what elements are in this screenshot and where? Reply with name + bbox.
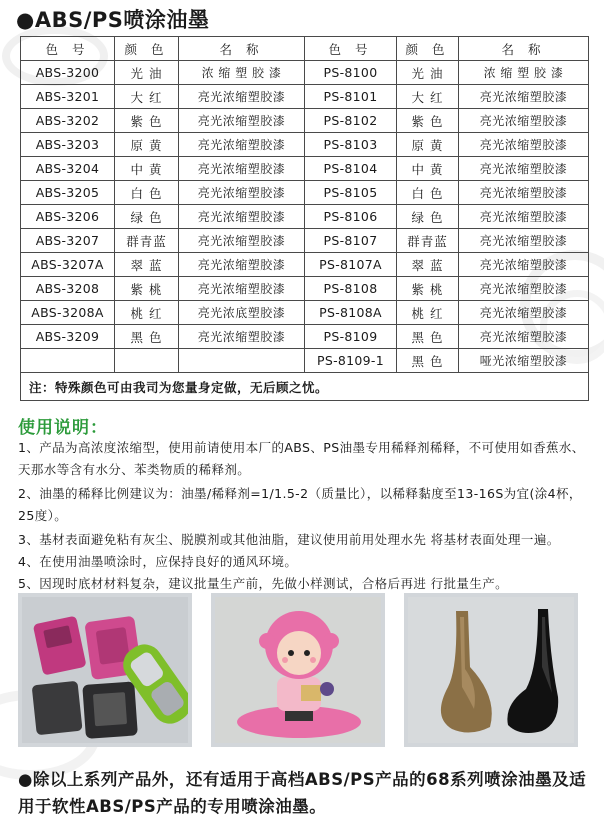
table-row	[21, 205, 589, 229]
code-cell: PS-8109	[305, 325, 397, 349]
name-cell: 亮光浓缩塑胶漆	[459, 133, 589, 157]
code-cell: PS-8102	[305, 109, 397, 133]
color-cell	[115, 349, 179, 373]
name-cell: 亮光浓缩塑胶漆	[179, 85, 305, 109]
table-row	[21, 85, 589, 109]
code-cell: ABS-3208A	[21, 301, 115, 325]
code-cell: PS-8104	[305, 157, 397, 181]
name-cell: 亮光浓缩塑胶漆	[179, 205, 305, 229]
table-row	[21, 133, 589, 157]
name-cell: 亮光浓缩塑胶漆	[179, 181, 305, 205]
table-row	[21, 229, 589, 253]
code-cell: PS-8108A	[305, 301, 397, 325]
color-cell: 光 油	[115, 61, 179, 85]
code-cell: PS-8100	[305, 61, 397, 85]
color-cell: 翠 蓝	[397, 253, 459, 277]
doll-figurine-photo	[211, 593, 385, 747]
code-cell: ABS-3208	[21, 277, 115, 301]
name-cell: 亮光浓缩塑胶漆	[459, 229, 589, 253]
code-cell	[21, 349, 115, 373]
color-cell: 中 黄	[115, 157, 179, 181]
name-cell	[179, 349, 305, 373]
name-cell: 亮光浓缩塑胶漆	[459, 325, 589, 349]
name-cell: 亮光浓缩塑胶漆	[459, 253, 589, 277]
code-cell: PS-8109-1	[305, 349, 397, 373]
name-cell: 亮光浓缩塑胶漆	[179, 157, 305, 181]
code-cell: PS-8107A	[305, 253, 397, 277]
color-cell: 桃 红	[397, 301, 459, 325]
code-cell: PS-8101	[305, 85, 397, 109]
code-cell: ABS-3205	[21, 181, 115, 205]
instruction-item: 4、在使用油墨喷涂时，应保持良好的通风环境。	[18, 554, 298, 569]
color-cell: 白 色	[115, 181, 179, 205]
color-cell: 紫 桃	[115, 277, 179, 301]
code-cell: PS-8103	[305, 133, 397, 157]
color-cell: 绿 色	[115, 205, 179, 229]
name-cell: 亮光浓缩塑胶漆	[459, 277, 589, 301]
color-cell: 光 油	[397, 61, 459, 85]
usage-title: 使用说明：	[18, 418, 108, 438]
code-cell: PS-8107	[305, 229, 397, 253]
bottom-note: ●除以上系列产品外，还有适用于高档ABS/PS产品的68系列喷涂油墨及适用于软性ABS/PS产品的专用喷涂油墨。	[18, 770, 587, 816]
page-title: ●ABS/PS喷涂油墨	[16, 8, 210, 32]
color-cell: 紫 色	[115, 109, 179, 133]
color-cell: 翠 蓝	[115, 253, 179, 277]
color-cell: 原 黄	[115, 133, 179, 157]
header-cell: 颜 色	[115, 37, 179, 61]
product-table	[20, 36, 589, 401]
color-cell: 黑 色	[397, 325, 459, 349]
code-cell: ABS-3202	[21, 109, 115, 133]
code-cell: ABS-3204	[21, 157, 115, 181]
table-row	[21, 277, 589, 301]
table-note-row	[21, 373, 589, 401]
name-cell: 亮光浓缩塑胶漆	[459, 157, 589, 181]
code-cell: ABS-3200	[21, 61, 115, 85]
color-cell: 群青蓝	[115, 229, 179, 253]
color-cell: 桃 红	[115, 301, 179, 325]
name-cell: 亮光浓缩塑胶漆	[459, 109, 589, 133]
code-cell: PS-8108	[305, 277, 397, 301]
code-cell: ABS-3207A	[21, 253, 115, 277]
color-cell: 白 色	[397, 181, 459, 205]
code-cell: ABS-3209	[21, 325, 115, 349]
vases-photo	[404, 593, 578, 747]
color-cell: 紫 桃	[397, 277, 459, 301]
header-cell: 色 号	[21, 37, 115, 61]
instruction-item: 3、基材表面避免粘有灰尘、脱膜剂或其他油脂，建议使用前用处理水先 将基材表面处理一遍。	[18, 532, 560, 547]
name-cell: 亮光浓缩塑胶漆	[179, 253, 305, 277]
table-row	[21, 253, 589, 277]
header-cell: 名 称	[459, 37, 589, 61]
table-row	[21, 349, 589, 373]
instruction-item: 2、油墨的稀释比例建议为：油墨/稀释剂=1/1.5-2（质量比），以稀释黏度至13-16S为宜(涂4杯，25度）。	[18, 486, 582, 523]
table-row	[21, 301, 589, 325]
header-cell: 名 称	[179, 37, 305, 61]
code-cell: ABS-3206	[21, 205, 115, 229]
color-cell: 紫 色	[397, 109, 459, 133]
code-cell: PS-8105	[305, 181, 397, 205]
instruction-item: 1、产品为高浓度浓缩型，使用前请使用本厂的ABS、PS油墨专用稀释剂稀释，不可使用如香蕉水、天那水等含有水分、苯类物质的稀释剂。	[18, 440, 585, 477]
table-row	[21, 61, 589, 85]
table-row	[21, 325, 589, 349]
name-cell: 亮光浓缩塑胶漆	[179, 229, 305, 253]
header-cell: 颜 色	[397, 37, 459, 61]
name-cell: 哑光浓缩塑胶漆	[459, 349, 589, 373]
color-cell: 黑 色	[115, 325, 179, 349]
name-cell: 亮光浓缩塑胶漆	[179, 133, 305, 157]
header-cell: 色 号	[305, 37, 397, 61]
phone-covers-photo	[18, 593, 192, 747]
code-cell: PS-8106	[305, 205, 397, 229]
table-row	[21, 157, 589, 181]
name-cell: 亮光浓缩塑胶漆	[459, 205, 589, 229]
table-header-row	[21, 37, 589, 61]
color-cell: 绿 色	[397, 205, 459, 229]
color-cell: 群青蓝	[397, 229, 459, 253]
color-cell: 黑 色	[397, 349, 459, 373]
code-cell: ABS-3207	[21, 229, 115, 253]
name-cell: 浓 缩 塑 胶 漆	[179, 61, 305, 85]
name-cell: 亮光浓底塑胶漆	[179, 301, 305, 325]
name-cell: 亮光浓缩塑胶漆	[459, 85, 589, 109]
code-cell: ABS-3201	[21, 85, 115, 109]
name-cell: 浓 缩 塑 胶 漆	[459, 61, 589, 85]
table-row	[21, 181, 589, 205]
table-note: 注：特殊颜色可由我司为您量身定做，无后顾之忧。	[21, 373, 589, 401]
name-cell: 亮光浓缩塑胶漆	[179, 277, 305, 301]
name-cell: 亮光浓缩塑胶漆	[179, 109, 305, 133]
table-row	[21, 109, 589, 133]
color-cell: 中 黄	[397, 157, 459, 181]
color-cell: 原 黄	[397, 133, 459, 157]
code-cell: ABS-3203	[21, 133, 115, 157]
color-cell: 大 红	[115, 85, 179, 109]
name-cell: 亮光浓缩塑胶漆	[179, 325, 305, 349]
name-cell: 亮光浓缩塑胶漆	[459, 301, 589, 325]
instruction-item: 5、因现时底材材料复杂，建议批量生产前，先做小样测试，合格后再进 行批量生产。	[18, 576, 509, 591]
color-cell: 大 红	[397, 85, 459, 109]
name-cell: 亮光浓缩塑胶漆	[459, 181, 589, 205]
